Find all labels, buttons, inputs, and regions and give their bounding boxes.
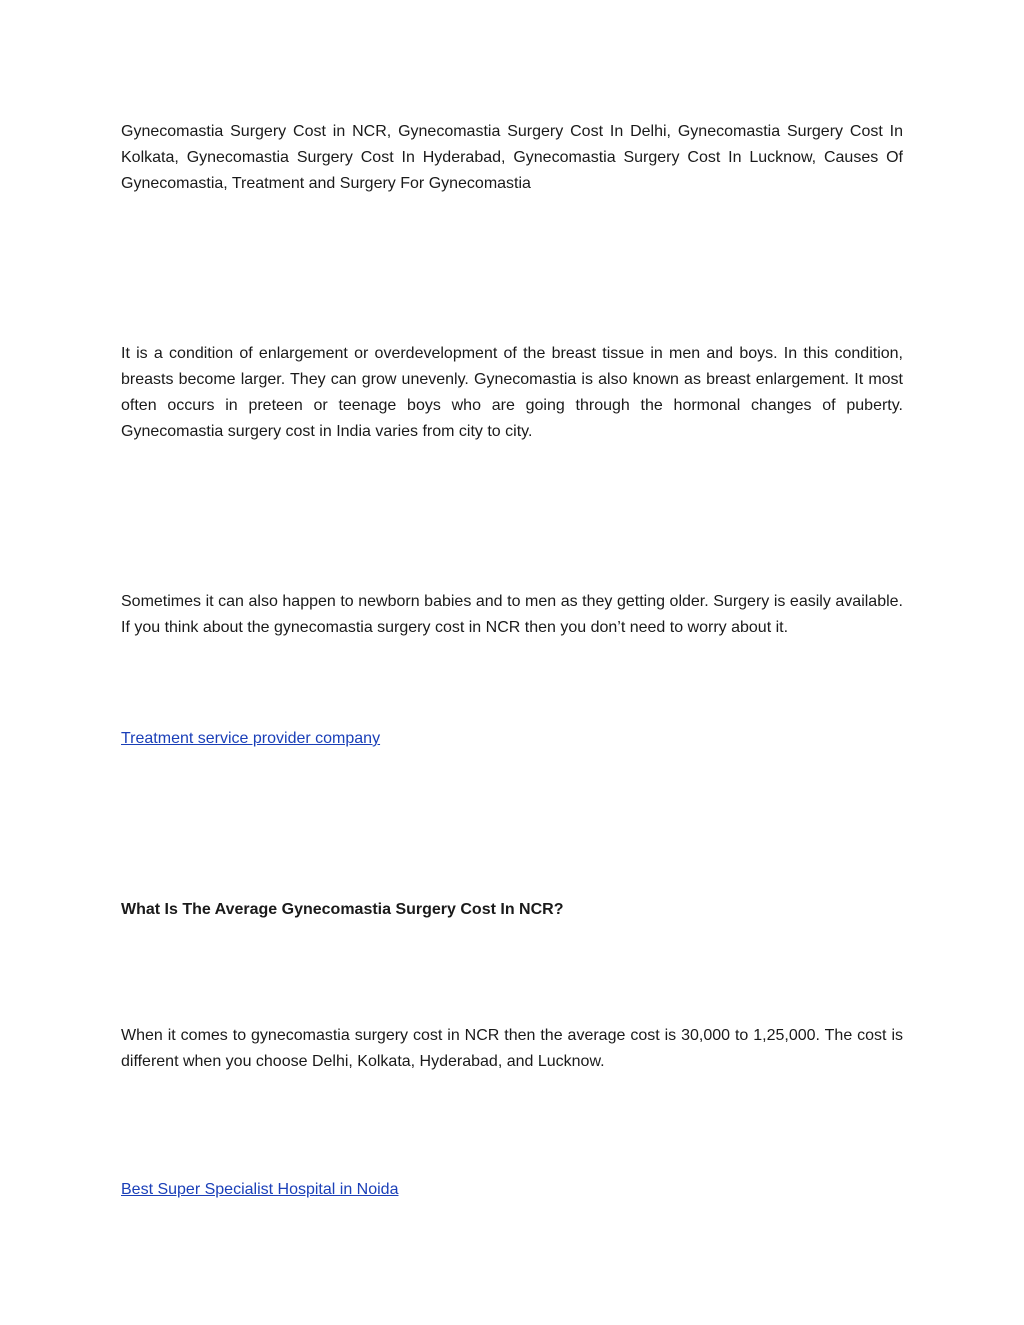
definition-paragraph: It is a condition of enlargement or overdevelopment of the breast tissue in men and boys. In this condition, breasts become larger. They can grow unevenly. Gynecomastia is also known as breast enlargement. It most often occurs in preteen or teenage boys who are going through the hormonal changes of puberty. Gynecomastia surgery cost in India varies from city to city.: [121, 345, 903, 440]
hospital-link[interactable]: Best Super Specialist Hospital in Noida: [121, 1181, 399, 1198]
average-cost-paragraph: When it comes to gynecomastia surgery cost in NCR then the average cost is 30,000 to 1,25,000. The cost is different when you choose Delhi, Kolkata, Hyderabad, and Lucknow.: [121, 1027, 903, 1070]
hospital-link-line: [121, 1177, 903, 1203]
treatment-provider-link[interactable]: Treatment service provider company: [121, 730, 381, 747]
treatment-link-line: [121, 726, 903, 752]
intro-paragraph: Gynecomastia Surgery Cost in NCR, Gynecomastia Surgery Cost In Delhi, Gynecomastia Surgery Cost In Kolkata, Gynecomastia Surgery Cost In Hyderabad, Gynecomastia Surgery Cost In Lucknow, Causes Of Gynecomastia, Treatment and Surgery For Gynecomastia: [121, 123, 903, 192]
average-cost-heading: What Is The Average Gynecomastia Surgery Cost In NCR?: [121, 901, 564, 918]
additional-info-paragraph: Sometimes it can also happen to newborn babies and to men as they getting older. Surgery is easily available. If you think about the gynecomastia surgery cost in NCR then you don’t need to worry about it.: [121, 593, 903, 636]
